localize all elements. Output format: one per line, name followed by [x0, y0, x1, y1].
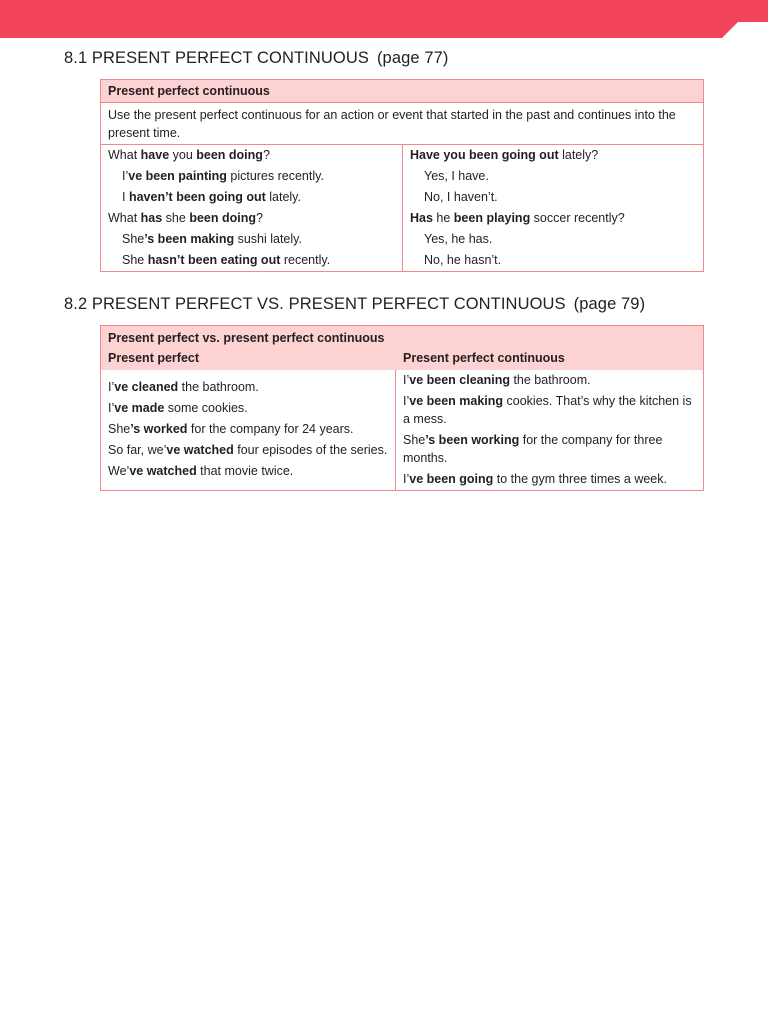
sentence-text: she	[162, 211, 190, 225]
example-sentence	[108, 440, 395, 461]
sentence-text: recently.	[280, 253, 331, 267]
highlighted-form: ve watched	[129, 464, 197, 478]
sentence-text: for the company for 24 years.	[187, 422, 354, 436]
example-sentence	[108, 461, 395, 482]
grammar-table-8-1	[100, 79, 704, 272]
column-headers	[101, 348, 703, 370]
example-sentence	[108, 229, 402, 250]
sentence-text: that movie twice.	[196, 464, 294, 478]
example-sentence	[410, 208, 703, 229]
highlighted-form: been doing	[189, 211, 256, 225]
sentence-text: I’	[108, 380, 115, 394]
section-title: 8.2 PRESENT PERFECT VS. PRESENT PERFECT CONTINUOUS	[64, 295, 566, 313]
sentence-text: She	[403, 433, 426, 447]
sentence-text: to the gym three times a week.	[493, 472, 667, 486]
table-heading: Present perfect continuous	[101, 80, 703, 102]
sentence-text: No, I haven’t.	[424, 190, 498, 204]
sentence-text: I’	[403, 394, 410, 408]
sentence-text: Yes, I have.	[424, 169, 489, 183]
example-sentence	[108, 145, 402, 166]
column-header-present-perfect: Present perfect	[108, 351, 200, 365]
highlighted-form: has	[140, 211, 163, 225]
example-sentence	[403, 430, 695, 469]
example-columns	[101, 145, 703, 271]
example-sentence	[410, 229, 703, 250]
left-column	[101, 145, 403, 271]
table-heading: Present perfect vs. present perfect continuous	[101, 326, 703, 348]
example-sentence	[108, 419, 395, 440]
example-sentence	[410, 250, 703, 271]
sentence-text: ?	[262, 148, 270, 162]
right-column	[403, 145, 703, 271]
sentence-text: for the company for three months.	[403, 433, 663, 465]
sentence-text: No, he hasn’t.	[424, 253, 502, 267]
section-title: 8.1 PRESENT PERFECT CONTINUOUS	[64, 49, 369, 67]
highlighted-form: hasn’t been eating out	[147, 253, 281, 267]
page-reference: (page 79)	[573, 295, 646, 313]
example-sentence	[108, 250, 402, 271]
section-heading-8-1	[64, 49, 449, 68]
page-reference: (page 77)	[376, 49, 449, 67]
highlighted-form: ’s been making	[144, 232, 235, 246]
sentence-text: Yes, he has.	[424, 232, 493, 246]
sentence-text: the bathroom.	[509, 373, 591, 387]
highlighted-form: have	[140, 148, 170, 162]
top-banner	[0, 0, 768, 38]
usage-note: Use the present perfect continuous for an action or event that started in the past and continues into the present time.	[101, 102, 703, 145]
sentence-text: We’	[108, 464, 130, 478]
sentence-text: She	[122, 232, 145, 246]
highlighted-form: ve been making	[409, 394, 504, 408]
sentence-text: some cookies.	[164, 401, 248, 415]
example-sentence	[410, 187, 703, 208]
right-column	[396, 370, 703, 490]
highlighted-form: ve been going	[409, 472, 494, 486]
sentence-text: lately.	[265, 190, 301, 204]
sentence-text: She	[108, 422, 131, 436]
sentence-text: sushi lately.	[234, 232, 302, 246]
highlighted-form: ve been cleaning	[409, 373, 510, 387]
sentence-text: I’	[108, 401, 115, 415]
left-column	[101, 370, 396, 490]
example-sentence	[410, 145, 703, 166]
highlighted-form: ’s worked	[130, 422, 188, 436]
example-sentence	[403, 469, 695, 490]
highlighted-form: ve watched	[166, 443, 234, 457]
sentence-text: four episodes of the series.	[233, 443, 388, 457]
column-header-present-perfect-continuous: Present perfect continuous	[403, 351, 565, 365]
sentence-text: She	[122, 253, 148, 267]
highlighted-form: ve cleaned	[114, 380, 179, 394]
highlighted-form: been doing	[196, 148, 263, 162]
example-sentence	[108, 166, 402, 187]
example-sentence	[108, 187, 402, 208]
highlighted-form: ’s been working	[425, 433, 520, 447]
sentence-text: I’	[122, 169, 129, 183]
sentence-text: lately?	[558, 148, 599, 162]
sentence-text: I’	[403, 373, 410, 387]
highlighted-form: been playing	[453, 211, 531, 225]
highlighted-form: Have you been going out	[410, 148, 559, 162]
sentence-text: the bathroom.	[178, 380, 259, 394]
sentence-text: What	[108, 211, 141, 225]
sentence-text: pictures recently.	[226, 169, 324, 183]
sentence-text: cookies. That’s why the kitchen is a mess.	[403, 394, 692, 426]
highlighted-form: haven’t been going out	[128, 190, 266, 204]
example-sentence	[108, 208, 402, 229]
highlighted-form: ve made	[114, 401, 165, 415]
sentence-text: I’	[403, 472, 410, 486]
section-heading-8-2	[64, 295, 645, 314]
example-sentence	[108, 398, 395, 419]
sentence-text: I	[122, 190, 129, 204]
example-sentence	[403, 370, 695, 391]
sentence-text: So far, we’	[108, 443, 167, 457]
example-columns	[101, 370, 703, 490]
highlighted-form: ve been painting	[128, 169, 227, 183]
sentence-text: What	[108, 148, 141, 162]
grammar-table-8-2	[100, 325, 704, 491]
sentence-text: you	[169, 148, 197, 162]
sentence-text: soccer recently?	[530, 211, 625, 225]
example-sentence	[410, 166, 703, 187]
example-sentence	[108, 377, 395, 398]
sentence-text: ?	[255, 211, 263, 225]
example-sentence	[403, 391, 695, 430]
sentence-text: he	[432, 211, 454, 225]
highlighted-form: Has	[410, 211, 433, 225]
